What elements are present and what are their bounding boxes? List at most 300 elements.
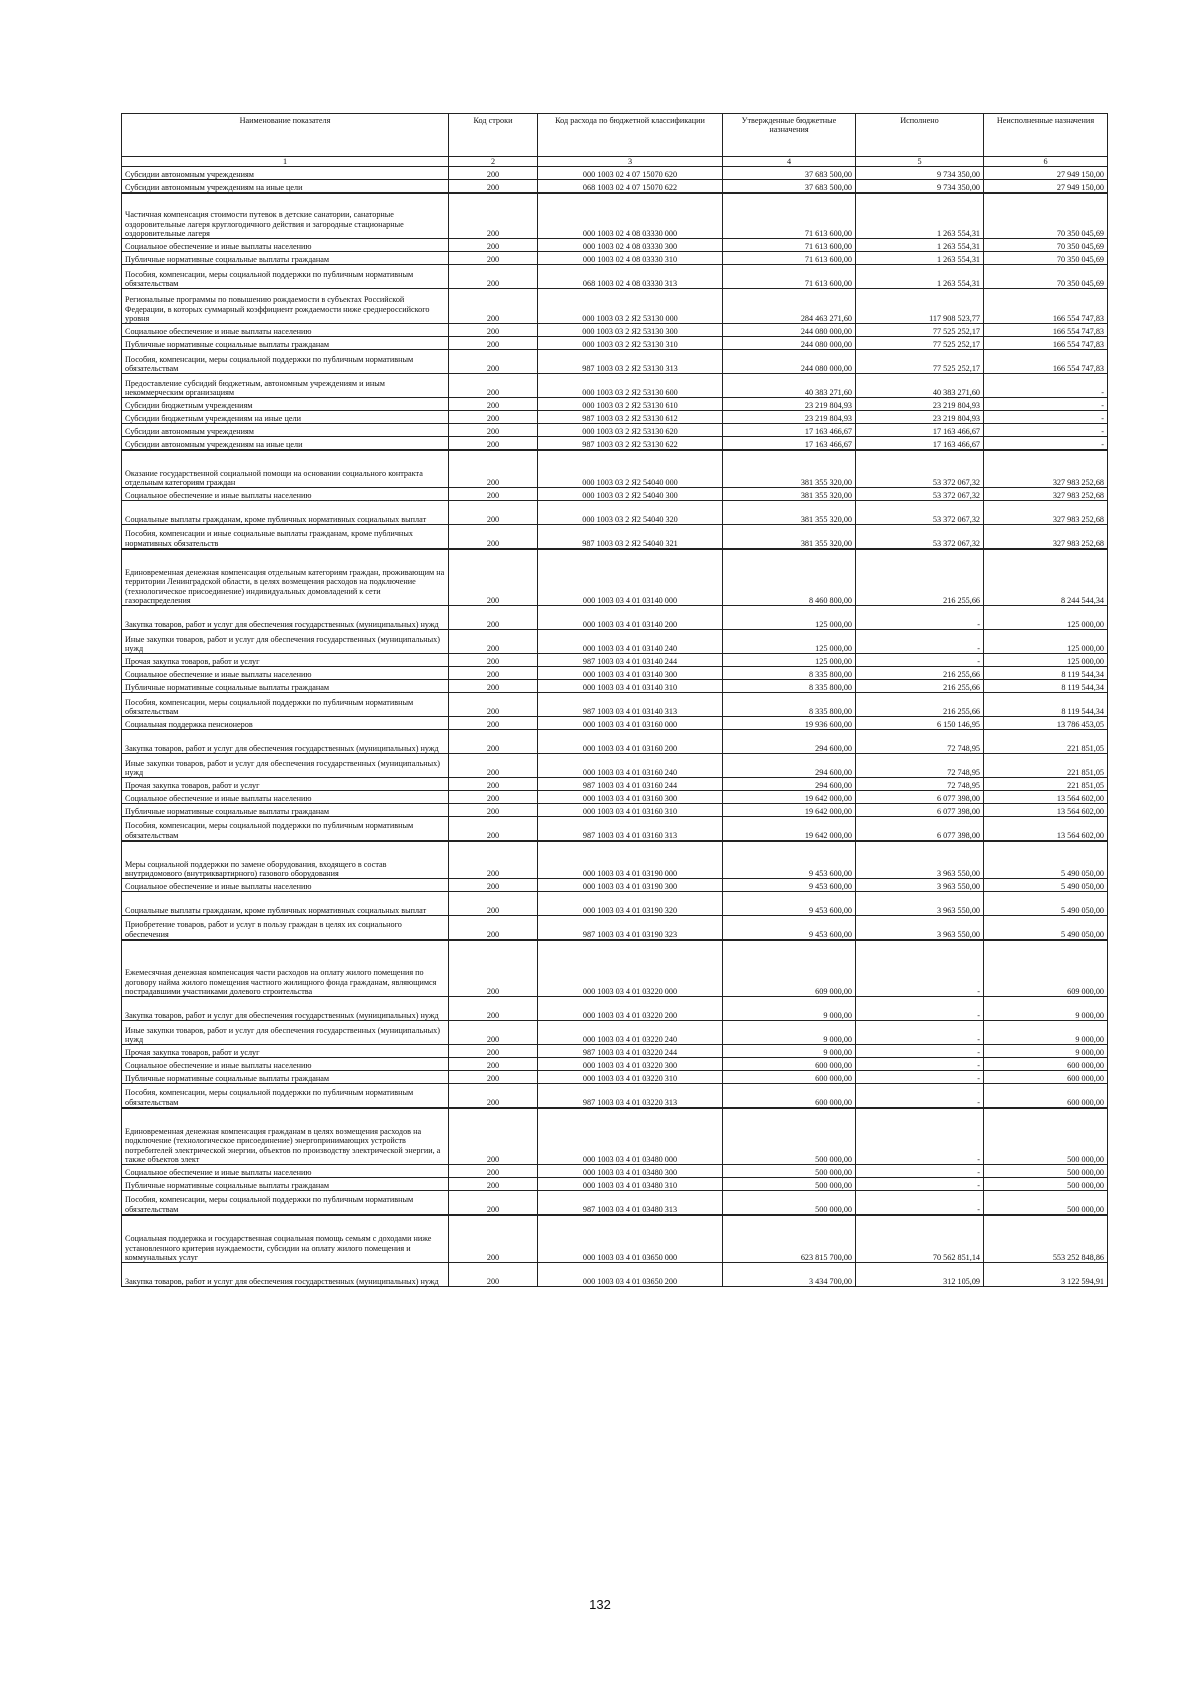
row-classification-code: 000 1003 03 4 01 03480 000 [538,1108,723,1165]
row-line-code: 200 [449,778,538,791]
row-approved-amount: 9 453 600,00 [723,892,856,916]
row-executed-amount: 216 255,66 [856,680,984,693]
header-indicator-name: Наименование показателя [122,114,449,157]
row-line-code: 200 [449,1084,538,1108]
row-approved-amount: 500 000,00 [723,1108,856,1165]
row-approved-amount: 9 000,00 [723,1021,856,1045]
row-line-code: 200 [449,411,538,424]
row-classification-code: 000 1003 03 4 01 03190 000 [538,841,723,879]
row-line-code: 200 [449,501,538,525]
table-row [122,239,1108,252]
table-row [122,1263,1108,1287]
row-executed-amount: 216 255,66 [856,693,984,717]
row-unexecuted-amount: 8 119 544,34 [984,693,1108,717]
row-approved-amount: 125 000,00 [723,606,856,630]
row-classification-code: 000 1003 03 4 01 03140 310 [538,680,723,693]
row-unexecuted-amount: 221 851,05 [984,730,1108,754]
row-executed-amount: - [856,1071,984,1084]
row-executed-amount: 23 219 804,93 [856,411,984,424]
row-classification-code: 000 1003 03 4 01 03140 200 [538,606,723,630]
row-indicator-name: Социальное обеспечение и иные выплаты населению [122,1058,449,1071]
row-executed-amount: 72 748,95 [856,730,984,754]
row-executed-amount: - [856,1108,984,1165]
row-executed-amount: 216 255,66 [856,549,984,606]
row-approved-amount: 8 335 800,00 [723,680,856,693]
row-executed-amount: 312 105,09 [856,1263,984,1287]
row-classification-code: 000 1003 03 4 01 03220 300 [538,1058,723,1071]
row-unexecuted-amount: 13 786 453,05 [984,717,1108,730]
table-row [122,997,1108,1021]
row-line-code: 200 [449,525,538,549]
row-classification-code: 000 1003 03 2 Я2 53130 620 [538,424,723,437]
row-executed-amount: 1 263 554,31 [856,265,984,289]
table-row [122,791,1108,804]
row-indicator-name: Пособия, компенсации, меры социальной поддержки по публичным нормативным обязательствам [122,350,449,374]
row-unexecuted-amount: 327 983 252,68 [984,488,1108,501]
row-classification-code: 000 1003 03 4 01 03140 000 [538,549,723,606]
table-row [122,525,1108,549]
row-indicator-name: Пособия, компенсации, меры социальной поддержки по публичным нормативным обязательствам [122,1191,449,1215]
row-approved-amount: 381 355 320,00 [723,501,856,525]
row-line-code: 200 [449,324,538,337]
column-number: 3 [538,157,723,167]
row-executed-amount: - [856,997,984,1021]
row-executed-amount: 53 372 067,32 [856,501,984,525]
column-number: 1 [122,157,449,167]
row-classification-code: 000 1003 03 4 01 03480 300 [538,1165,723,1178]
row-classification-code: 000 1003 03 4 01 03140 240 [538,630,723,654]
row-unexecuted-amount: 166 554 747,83 [984,337,1108,350]
row-line-code: 200 [449,630,538,654]
row-unexecuted-amount: 166 554 747,83 [984,289,1108,324]
row-indicator-name: Субсидии автономным учреждениям [122,167,449,180]
row-unexecuted-amount: 5 490 050,00 [984,879,1108,892]
row-unexecuted-amount: 166 554 747,83 [984,324,1108,337]
row-executed-amount: 53 372 067,32 [856,450,984,488]
row-executed-amount: - [856,654,984,667]
row-line-code: 200 [449,1165,538,1178]
header-approved-appropriations: Утвержденные бюджетные назначения [723,114,856,157]
row-classification-code: 000 1003 03 4 01 03160 200 [538,730,723,754]
row-line-code: 200 [449,1058,538,1071]
row-executed-amount: - [856,1045,984,1058]
header-budget-classification-code: Код расхода по бюджетной классификации [538,114,723,157]
row-classification-code: 000 1003 03 4 01 03140 300 [538,667,723,680]
row-unexecuted-amount: 125 000,00 [984,654,1108,667]
row-executed-amount: 72 748,95 [856,754,984,778]
row-unexecuted-amount: - [984,374,1108,398]
row-line-code: 200 [449,437,538,450]
header-unexecuted-appropriations: Неисполненные назначения [984,114,1108,157]
table-row [122,437,1108,450]
row-approved-amount: 381 355 320,00 [723,450,856,488]
row-classification-code: 000 1003 02 4 08 03330 300 [538,239,723,252]
row-approved-amount: 381 355 320,00 [723,525,856,549]
row-approved-amount: 500 000,00 [723,1191,856,1215]
page-number: 132 [589,1597,611,1612]
row-executed-amount: - [856,1191,984,1215]
row-executed-amount: 6 150 146,95 [856,717,984,730]
row-line-code: 200 [449,193,538,239]
row-classification-code: 000 1003 03 4 01 03480 310 [538,1178,723,1191]
row-indicator-name: Прочая закупка товаров, работ и услуг [122,654,449,667]
row-indicator-name: Единовременная денежная компенсация гражданам в целях возмещения расходов на подключение (технологическое присоединение) энергопринимающих устройств потребителей электрической энергии, объектов по производству электрической энергии, а также объектов элект [122,1108,449,1165]
table-row [122,398,1108,411]
row-executed-amount: - [856,1178,984,1191]
row-unexecuted-amount: 500 000,00 [984,1165,1108,1178]
table-row [122,841,1108,879]
row-line-code: 200 [449,693,538,717]
row-executed-amount: 77 525 252,17 [856,350,984,374]
table-row [122,549,1108,606]
row-classification-code: 987 1003 03 2 Я2 54040 321 [538,525,723,549]
row-line-code: 200 [449,879,538,892]
row-classification-code: 000 1003 03 4 01 03220 310 [538,1071,723,1084]
row-indicator-name: Публичные нормативные социальные выплаты гражданам [122,804,449,817]
table-row [122,892,1108,916]
row-executed-amount: - [856,1021,984,1045]
column-number: 6 [984,157,1108,167]
table-row [122,193,1108,239]
table-row [122,337,1108,350]
row-unexecuted-amount: 5 490 050,00 [984,841,1108,879]
row-approved-amount: 9 000,00 [723,1045,856,1058]
row-approved-amount: 17 163 466,67 [723,437,856,450]
row-approved-amount: 284 463 271,60 [723,289,856,324]
row-approved-amount: 600 000,00 [723,1058,856,1071]
row-unexecuted-amount: 600 000,00 [984,1084,1108,1108]
row-classification-code: 000 1003 03 2 Я2 53130 000 [538,289,723,324]
row-approved-amount: 8 460 800,00 [723,549,856,606]
table-row [122,265,1108,289]
row-executed-amount: 6 077 398,00 [856,817,984,841]
row-classification-code: 000 1003 03 4 01 03220 240 [538,1021,723,1045]
table-row [122,693,1108,717]
table-row [122,1215,1108,1263]
row-indicator-name: Пособия, компенсации, меры социальной поддержки по публичным нормативным обязательствам [122,265,449,289]
row-classification-code: 987 1003 03 4 01 03190 323 [538,916,723,940]
table-row [122,1191,1108,1215]
row-approved-amount: 294 600,00 [723,754,856,778]
table-row [122,916,1108,940]
row-executed-amount: 3 963 550,00 [856,892,984,916]
row-indicator-name: Публичные нормативные социальные выплаты гражданам [122,252,449,265]
row-line-code: 200 [449,1263,538,1287]
table-row [122,1045,1108,1058]
table-row [122,717,1108,730]
row-approved-amount: 125 000,00 [723,654,856,667]
table-row [122,1108,1108,1165]
row-line-code: 200 [449,265,538,289]
table-row [122,167,1108,180]
row-approved-amount: 19 642 000,00 [723,804,856,817]
row-indicator-name: Закупка товаров, работ и услуг для обеспечения государственных (муниципальных) нужд [122,730,449,754]
row-indicator-name: Социальное обеспечение и иные выплаты населению [122,488,449,501]
row-executed-amount: - [856,1058,984,1071]
table-row [122,1071,1108,1084]
row-line-code: 200 [449,374,538,398]
row-unexecuted-amount: 9 000,00 [984,1045,1108,1058]
table-row [122,1084,1108,1108]
row-indicator-name: Приобретение товаров, работ и услуг в пользу граждан в целях их социального обеспечения [122,916,449,940]
table-row [122,350,1108,374]
row-classification-code: 000 1003 03 2 Я2 53130 600 [538,374,723,398]
row-indicator-name: Предоставление субсидий бюджетным, автономным учреждениям и иным некоммерческим организациям [122,374,449,398]
row-classification-code: 000 1003 03 2 Я2 54040 300 [538,488,723,501]
row-classification-code: 000 1003 03 2 Я2 54040 320 [538,501,723,525]
row-unexecuted-amount: 327 983 252,68 [984,450,1108,488]
row-unexecuted-amount: 8 119 544,34 [984,680,1108,693]
row-indicator-name: Прочая закупка товаров, работ и услуг [122,778,449,791]
row-executed-amount: 17 163 466,67 [856,424,984,437]
row-unexecuted-amount: 70 350 045,69 [984,239,1108,252]
row-line-code: 200 [449,180,538,193]
row-indicator-name: Социальная поддержка и государственная социальная помощь семьям с доходами ниже установленного критерия нуждаемости, субсидии на оплату жилого помещения и коммунальных услуг [122,1215,449,1263]
row-classification-code: 987 1003 03 4 01 03140 244 [538,654,723,667]
row-line-code: 200 [449,841,538,879]
row-executed-amount: 53 372 067,32 [856,488,984,501]
row-classification-code: 000 1003 03 2 Я2 53130 610 [538,398,723,411]
row-indicator-name: Субсидии автономным учреждениям на иные цели [122,437,449,450]
row-classification-code: 987 1003 03 2 Я2 53130 622 [538,437,723,450]
row-line-code: 200 [449,1178,538,1191]
column-number: 2 [449,157,538,167]
row-line-code: 200 [449,667,538,680]
table-row [122,180,1108,193]
row-executed-amount: 77 525 252,17 [856,324,984,337]
row-approved-amount: 500 000,00 [723,1165,856,1178]
row-indicator-name: Иные закупки товаров, работ и услуг для обеспечения государственных (муниципальных) нужд [122,630,449,654]
row-line-code: 200 [449,350,538,374]
row-executed-amount: - [856,606,984,630]
row-approved-amount: 37 683 500,00 [723,180,856,193]
table-row [122,606,1108,630]
row-unexecuted-amount: 70 350 045,69 [984,193,1108,239]
row-approved-amount: 17 163 466,67 [723,424,856,437]
row-unexecuted-amount: - [984,398,1108,411]
row-unexecuted-amount: 500 000,00 [984,1108,1108,1165]
row-approved-amount: 600 000,00 [723,1071,856,1084]
row-classification-code: 987 1003 03 2 Я2 53130 313 [538,350,723,374]
row-approved-amount: 244 080 000,00 [723,337,856,350]
table-row [122,1058,1108,1071]
budget-execution-table [121,113,1108,1287]
row-executed-amount: 6 077 398,00 [856,791,984,804]
table-row [122,654,1108,667]
row-classification-code: 987 1003 03 4 01 03160 313 [538,817,723,841]
row-classification-code: 068 1003 02 4 07 15070 622 [538,180,723,193]
row-unexecuted-amount: 3 122 594,91 [984,1263,1108,1287]
row-line-code: 200 [449,424,538,437]
row-line-code: 200 [449,892,538,916]
table-row [122,630,1108,654]
row-indicator-name: Субсидии автономным учреждениям [122,424,449,437]
row-executed-amount: 9 734 350,00 [856,167,984,180]
row-approved-amount: 8 335 800,00 [723,693,856,717]
row-unexecuted-amount: - [984,424,1108,437]
table-row [122,879,1108,892]
row-classification-code: 000 1003 03 4 01 03160 310 [538,804,723,817]
table-row [122,730,1108,754]
row-indicator-name: Публичные нормативные социальные выплаты гражданам [122,680,449,693]
row-approved-amount: 609 000,00 [723,940,856,997]
table-row [122,374,1108,398]
table-row [122,754,1108,778]
row-indicator-name: Пособия, компенсации и иные социальные выплаты гражданам, кроме публичных нормативных обязательств [122,525,449,549]
row-unexecuted-amount: 5 490 050,00 [984,916,1108,940]
row-approved-amount: 19 642 000,00 [723,791,856,804]
row-executed-amount: 40 383 271,60 [856,374,984,398]
row-approved-amount: 23 219 804,93 [723,398,856,411]
row-indicator-name: Публичные нормативные социальные выплаты гражданам [122,1071,449,1084]
row-line-code: 200 [449,1045,538,1058]
table-row [122,778,1108,791]
row-executed-amount: 72 748,95 [856,778,984,791]
row-classification-code: 000 1003 03 4 01 03220 200 [538,997,723,1021]
row-classification-code: 987 1003 03 2 Я2 53130 612 [538,411,723,424]
row-classification-code: 000 1003 03 4 01 03650 200 [538,1263,723,1287]
row-classification-code: 000 1003 03 4 01 03190 320 [538,892,723,916]
row-approved-amount: 244 080 000,00 [723,324,856,337]
row-indicator-name: Социальное обеспечение и иные выплаты населению [122,1165,449,1178]
row-indicator-name: Закупка товаров, работ и услуг для обеспечения государственных (муниципальных) нужд [122,606,449,630]
row-line-code: 200 [449,398,538,411]
row-approved-amount: 19 936 600,00 [723,717,856,730]
row-executed-amount: 1 263 554,31 [856,252,984,265]
table-row [122,501,1108,525]
row-classification-code: 000 1003 02 4 08 03330 310 [538,252,723,265]
row-unexecuted-amount: 13 564 602,00 [984,817,1108,841]
row-indicator-name: Иные закупки товаров, работ и услуг для обеспечения государственных (муниципальных) нужд [122,1021,449,1045]
column-number: 5 [856,157,984,167]
row-indicator-name: Закупка товаров, работ и услуг для обеспечения государственных (муниципальных) нужд [122,997,449,1021]
row-approved-amount: 71 613 600,00 [723,193,856,239]
row-classification-code: 000 1003 03 4 01 03160 300 [538,791,723,804]
row-unexecuted-amount: - [984,411,1108,424]
row-classification-code: 000 1003 02 4 08 03330 000 [538,193,723,239]
row-unexecuted-amount: 9 000,00 [984,997,1108,1021]
row-unexecuted-amount: 13 564 602,00 [984,791,1108,804]
row-executed-amount: 3 963 550,00 [856,916,984,940]
row-indicator-name: Пособия, компенсации, меры социальной поддержки по публичным нормативным обязательствам [122,693,449,717]
table-row [122,324,1108,337]
row-indicator-name: Субсидии автономным учреждениям на иные цели [122,180,449,193]
table-row [122,817,1108,841]
table-row [122,289,1108,324]
table-row [122,804,1108,817]
row-line-code: 200 [449,730,538,754]
row-classification-code: 068 1003 02 4 08 03330 313 [538,265,723,289]
row-approved-amount: 9 000,00 [723,997,856,1021]
row-unexecuted-amount: 125 000,00 [984,606,1108,630]
row-approved-amount: 9 453 600,00 [723,916,856,940]
row-classification-code: 000 1003 03 2 Я2 53130 300 [538,324,723,337]
row-line-code: 200 [449,488,538,501]
row-executed-amount: 6 077 398,00 [856,804,984,817]
row-indicator-name: Социальное обеспечение и иные выплаты населению [122,791,449,804]
row-unexecuted-amount: 70 350 045,69 [984,252,1108,265]
row-approved-amount: 19 642 000,00 [723,817,856,841]
row-approved-amount: 3 434 700,00 [723,1263,856,1287]
row-unexecuted-amount: 600 000,00 [984,1071,1108,1084]
row-approved-amount: 294 600,00 [723,778,856,791]
row-executed-amount: 17 163 466,67 [856,437,984,450]
row-line-code: 200 [449,252,538,265]
row-indicator-name: Единовременная денежная компенсация отдельным категориям граждан, проживающим на территории Ленинградской области, в целях возмещения расходов на подключение (технологическое присоединение) индивидуальных домовладений к сети газораспределения [122,549,449,606]
row-executed-amount: 1 263 554,31 [856,193,984,239]
row-line-code: 200 [449,916,538,940]
row-classification-code: 000 1003 03 4 01 03160 000 [538,717,723,730]
row-line-code: 200 [449,1071,538,1084]
row-line-code: 200 [449,1108,538,1165]
row-unexecuted-amount: - [984,437,1108,450]
row-line-code: 200 [449,1215,538,1263]
table-row [122,488,1108,501]
row-approved-amount: 71 613 600,00 [723,265,856,289]
row-approved-amount: 600 000,00 [723,1084,856,1108]
row-executed-amount: 1 263 554,31 [856,239,984,252]
row-indicator-name: Социальные выплаты гражданам, кроме публичных нормативных социальных выплат [122,892,449,916]
row-executed-amount: - [856,940,984,997]
row-indicator-name: Оказание государственной социальной помощи на основании социального контракта отдельным категориям граждан [122,450,449,488]
row-unexecuted-amount: 500 000,00 [984,1178,1108,1191]
table-row [122,252,1108,265]
row-executed-amount: 53 372 067,32 [856,525,984,549]
row-unexecuted-amount: 221 851,05 [984,754,1108,778]
row-indicator-name: Пособия, компенсации, меры социальной поддержки по публичным нормативным обязательствам [122,1084,449,1108]
row-classification-code: 000 1003 03 2 Я2 53130 310 [538,337,723,350]
row-approved-amount: 381 355 320,00 [723,488,856,501]
row-line-code: 200 [449,791,538,804]
row-executed-amount: 216 255,66 [856,667,984,680]
row-indicator-name: Иные закупки товаров, работ и услуг для обеспечения государственных (муниципальных) нужд [122,754,449,778]
table-row [122,1021,1108,1045]
row-indicator-name: Публичные нормативные социальные выплаты гражданам [122,1178,449,1191]
table-row [122,411,1108,424]
row-indicator-name: Прочая закупка товаров, работ и услуг [122,1045,449,1058]
header-line-code: Код строки [449,114,538,157]
row-executed-amount: 3 963 550,00 [856,841,984,879]
row-executed-amount: 9 734 350,00 [856,180,984,193]
row-classification-code: 987 1003 03 4 01 03220 244 [538,1045,723,1058]
row-approved-amount: 125 000,00 [723,630,856,654]
row-indicator-name: Социальное обеспечение и иные выплаты населению [122,879,449,892]
row-unexecuted-amount: 600 000,00 [984,1058,1108,1071]
row-unexecuted-amount: 166 554 747,83 [984,350,1108,374]
row-approved-amount: 9 453 600,00 [723,841,856,879]
row-indicator-name: Субсидии бюджетным учреждениям на иные цели [122,411,449,424]
row-line-code: 200 [449,754,538,778]
row-indicator-name: Закупка товаров, работ и услуг для обеспечения государственных (муниципальных) нужд [122,1263,449,1287]
row-classification-code: 987 1003 03 4 01 03480 313 [538,1191,723,1215]
row-indicator-name: Публичные нормативные социальные выплаты гражданам [122,337,449,350]
row-unexecuted-amount: 27 949 150,00 [984,180,1108,193]
row-line-code: 200 [449,680,538,693]
table-row [122,680,1108,693]
row-line-code: 200 [449,167,538,180]
row-line-code: 200 [449,239,538,252]
row-indicator-name: Частичная компенсация стоимости путевок в детские санатории, санаторные оздоровительные лагеря круглогодичного действия и загородные стационарные оздоровительные лагеря [122,193,449,239]
row-approved-amount: 244 080 000,00 [723,350,856,374]
header-executed: Исполнено [856,114,984,157]
row-approved-amount: 623 815 700,00 [723,1215,856,1263]
row-approved-amount: 294 600,00 [723,730,856,754]
row-indicator-name: Меры социальной поддержки по замене оборудования, входящего в состав внутридомового (внутриквартирного) газового оборудования [122,841,449,879]
row-indicator-name: Социальное обеспечение и иные выплаты населению [122,239,449,252]
row-line-code: 200 [449,1191,538,1215]
row-classification-code: 000 1003 03 4 01 03160 240 [538,754,723,778]
row-unexecuted-amount: 125 000,00 [984,630,1108,654]
